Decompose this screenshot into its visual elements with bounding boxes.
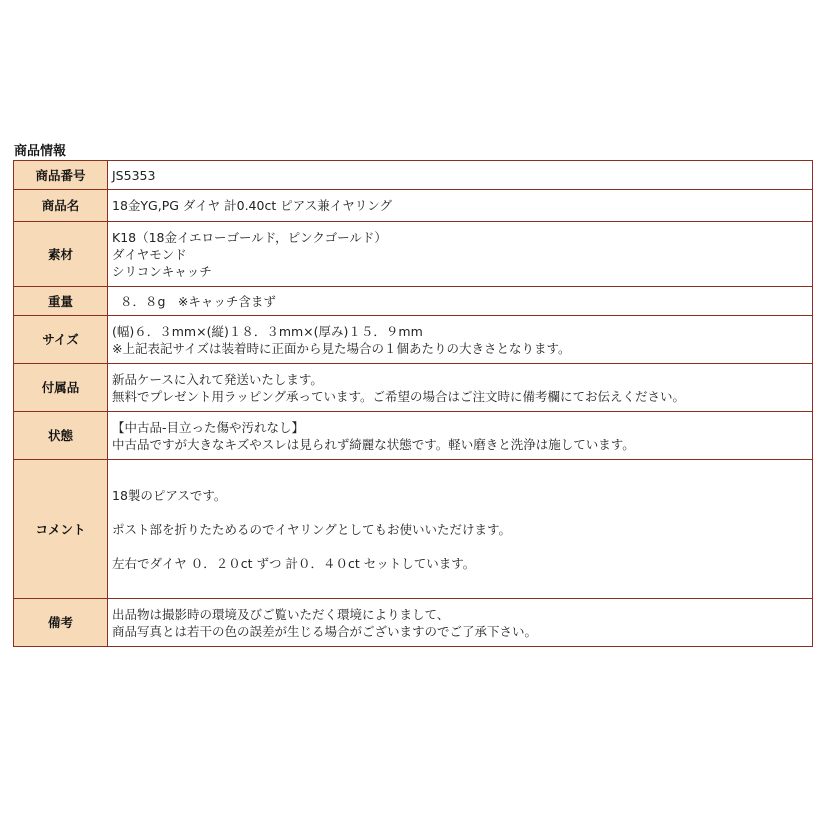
label-material: 素材 <box>14 222 108 287</box>
row-size <box>14 316 813 364</box>
product-name-text: 18金YG,PG ダイヤ 計0.40ct ピアス兼イヤリング <box>112 198 392 213</box>
label-size: サイズ <box>14 316 108 364</box>
row-notes <box>14 599 813 647</box>
value-notes <box>108 599 813 647</box>
comment-line-3: 左右でダイヤ ０．２０ct ずつ 計０．４０ct セットしています。 <box>112 555 476 571</box>
row-weight <box>14 287 813 316</box>
product-info-table <box>13 160 813 647</box>
section-title: 商品情報 <box>14 144 67 159</box>
label-accessories: 付属品 <box>14 364 108 412</box>
value-accessories <box>108 364 813 412</box>
material-line-2: ダイヤモンド <box>112 246 187 262</box>
value-product-number <box>108 161 813 190</box>
accessories-line-1: 新品ケースに入れて発送いたします。 <box>112 371 323 387</box>
row-accessories <box>14 364 813 412</box>
row-material <box>14 222 813 287</box>
label-product-number: 商品番号 <box>14 161 108 190</box>
comment-spacer <box>112 538 806 555</box>
material-line-3: シリコンキャッチ <box>112 263 212 279</box>
notes-line-2: 商品写真とは若干の色の誤差が生じる場合がございますのでご了承下さい。 <box>112 623 538 639</box>
label-condition: 状態 <box>14 412 108 460</box>
size-line-1: (幅)６．３mm×(縦)１８．３mm×(厚み)１５．９mm <box>112 323 423 339</box>
product-number-text: JS5353 <box>112 167 156 183</box>
notes-line-1: 出品物は撮影時の環境及びご覧いただく環境によりまして、 <box>112 606 450 622</box>
value-condition <box>108 412 813 460</box>
weight-text: ８．８g ※キャッチ含まず <box>120 293 276 309</box>
value-size <box>108 316 813 364</box>
row-condition <box>14 412 813 460</box>
accessories-line-2: 無料でプレゼント用ラッピング承っています。ご希望の場合はご注文時に備考欄にてお伝えください。 <box>112 388 686 404</box>
condition-line-1: 【中古品-目立った傷や汚れなし】 <box>112 419 305 435</box>
row-product-number <box>14 161 813 190</box>
row-comment <box>14 460 813 599</box>
label-comment: コメント <box>14 460 108 599</box>
row-product-name <box>14 190 813 222</box>
value-product-name <box>108 190 813 222</box>
label-product-name: 商品名 <box>14 190 108 222</box>
condition-line-2: 中古品ですが大きなキズやスレは見られず綺麗な状態です。軽い磨きと洗浄は施しています。 <box>112 436 635 452</box>
value-weight <box>108 287 813 316</box>
value-material <box>108 222 813 287</box>
comment-line-2: ポスト部を折りたためるのでイヤリングとしてもお使いいただけます。 <box>112 521 512 537</box>
comment-spacer <box>112 504 806 521</box>
label-notes: 備考 <box>14 599 108 647</box>
size-line-2: ※上記表記サイズは装着時に正面から見た場合の１個あたりの大きさとなります。 <box>112 340 571 356</box>
comment-line-1: 18製のピアスです。 <box>112 487 227 503</box>
value-comment <box>108 460 813 599</box>
material-line-1: K18（18金イエローゴールド，ピンクゴールド） <box>112 229 387 245</box>
label-weight: 重量 <box>14 287 108 316</box>
